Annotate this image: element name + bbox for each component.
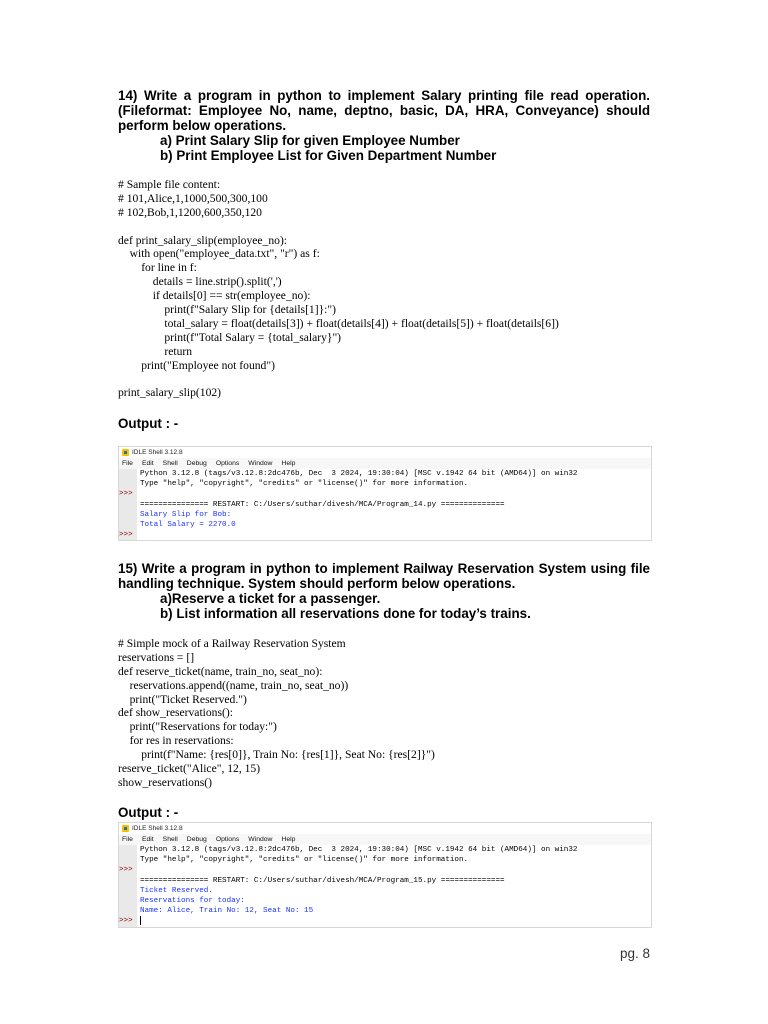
shell-line: Ticket Reserved. xyxy=(140,886,213,895)
shell-line: Python 3.12.8 (tags/v3.12.8:2dc476b, Dec 3 2024, 19:30:04) [MSC v.1942 64 bit (AMD64)] on win32 xyxy=(140,846,578,854)
code-line: total_salary = float(details[3]) + float(details[4]) + float(details[5]) + float(details[6]) xyxy=(118,316,559,330)
code-line: def show_reservations(): xyxy=(118,706,233,720)
prompt-marker xyxy=(119,845,137,855)
question-14 xyxy=(118,88,650,163)
menu-file[interactable]: File xyxy=(122,460,133,467)
shell-prompt-gutter xyxy=(119,845,137,927)
code-line: details = line.strip().split(',') xyxy=(118,275,282,289)
idle-shell-window-14 xyxy=(118,446,652,541)
code-line: reserve_ticket("Alice", 12, 15) xyxy=(118,762,261,776)
code-line xyxy=(118,372,559,386)
code-line: # Simple mock of a Railway Reservation System xyxy=(118,637,346,650)
shell-line: Salary Slip for Bob: xyxy=(140,510,232,519)
menu-edit[interactable]: Edit xyxy=(141,460,154,467)
shell-prompt-gutter xyxy=(119,469,137,540)
code-line: print(f"Name: {res[0]}, Train No: {res[1]}, Seat No: {res[2]}") xyxy=(118,748,435,762)
code-line: return xyxy=(118,344,193,358)
prompt-marker xyxy=(119,510,137,520)
prompt-marker xyxy=(119,886,137,896)
shell-menubar xyxy=(119,834,651,845)
menu-options[interactable]: Options xyxy=(215,836,240,843)
shell-menubar xyxy=(119,458,651,469)
code-line: print(f"Total Salary = {total_salary}") xyxy=(118,330,342,344)
code-line: # 101,Alice,1,1000,500,300,100 xyxy=(118,191,268,205)
menu-help[interactable]: Help xyxy=(281,836,296,843)
shell-line: Reservations for today: xyxy=(140,896,245,905)
python-idle-icon xyxy=(122,825,129,832)
shell-line: Total Salary = 2270.0 xyxy=(140,520,236,529)
code-line: def print_salary_slip(employee_no): xyxy=(118,233,288,247)
prompt-marker xyxy=(119,896,137,906)
menu-debug[interactable]: Debug xyxy=(186,460,207,467)
code-line: show_reservations() xyxy=(118,775,213,789)
text-cursor xyxy=(140,916,141,925)
code-line: reservations.append((name, train_no, seat_no)) xyxy=(118,678,349,692)
shell-line: Name: Alice, Train No: 12, Seat No: 15 xyxy=(140,907,314,916)
menu-edit[interactable]: Edit xyxy=(141,836,154,843)
code-line: def reserve_ticket(name, train_no, seat_no): xyxy=(118,664,323,678)
prompt-marker xyxy=(119,500,137,510)
question-14-part-b: b) Print Employee List for Given Department Number xyxy=(160,148,497,163)
shell-title: IDLE Shell 3.12.8 xyxy=(132,449,183,456)
prompt-marker: >>> xyxy=(119,917,133,926)
shell-line xyxy=(140,530,651,540)
question-15-part-b: b) List information all reservations done for today’s trains. xyxy=(160,606,531,621)
code-line: # Sample file content: xyxy=(118,178,221,191)
shell-line: =============== RESTART: C:/Users/suthar/divesh/MCA/Program_14.py ============== xyxy=(140,500,505,509)
shell-title: IDLE Shell 3.12.8 xyxy=(132,825,183,832)
code-line: for res in reservations: xyxy=(118,734,234,748)
code-line: print(f"Salary Slip for {details[1]}:") xyxy=(118,303,336,317)
prompt-marker: >>> xyxy=(119,490,133,499)
shell-output-area[interactable] xyxy=(137,845,651,927)
page-number: pg. 8 xyxy=(619,946,650,961)
python-idle-icon xyxy=(122,449,129,456)
question-15-part-a: a)Reserve a ticket for a passenger. xyxy=(160,591,381,606)
menu-shell[interactable]: Shell xyxy=(162,836,178,843)
code-line xyxy=(118,220,559,234)
shell-line: Type "help", "copyright", "credits" or "license()" for more information. xyxy=(140,856,469,865)
menu-options[interactable]: Options xyxy=(215,460,240,467)
shell-line: Python 3.12.8 (tags/v3.12.8:2dc476b, Dec 3 2024, 19:30:04) [MSC v.1942 64 bit (AMD64)] on win32 xyxy=(140,470,578,478)
shell-output-area[interactable] xyxy=(137,469,651,540)
prompt-marker xyxy=(119,876,137,886)
menu-shell[interactable]: Shell xyxy=(162,460,178,467)
code-line: # 102,Bob,1,1200,600,350,120 xyxy=(118,205,262,219)
code-line: if details[0] == str(employee_no): xyxy=(118,289,311,303)
code-line: reservations = [] xyxy=(118,650,195,664)
menu-debug[interactable]: Debug xyxy=(186,836,207,843)
shell-titlebar xyxy=(119,823,651,834)
code-line: print_salary_slip(102) xyxy=(118,386,222,400)
shell-line xyxy=(140,865,651,875)
menu-window[interactable]: Window xyxy=(248,460,273,467)
shell-line xyxy=(140,489,651,499)
prompt-marker xyxy=(119,520,137,530)
prompt-marker xyxy=(119,906,137,916)
prompt-marker xyxy=(119,855,137,865)
code-block-15 xyxy=(118,637,435,790)
shell-line xyxy=(140,916,651,926)
question-14-part-a: a) Print Salary Slip for given Employee Number xyxy=(160,133,460,148)
shell-titlebar xyxy=(119,447,651,458)
shell-line: =============== RESTART: C:/Users/suthar/divesh/MCA/Program_15.py ============== xyxy=(140,876,505,885)
code-line: for line in f: xyxy=(118,261,197,275)
menu-file[interactable]: File xyxy=(122,836,133,843)
question-15-heading: 15) Write a program in python to implement Railway Reservation System using file handling technique. System should perform below operations. xyxy=(118,561,650,591)
prompt-marker xyxy=(119,469,137,479)
prompt-marker: >>> xyxy=(119,531,133,540)
output-label-14: Output : - xyxy=(118,416,179,431)
prompt-marker xyxy=(119,479,137,489)
code-line: print("Ticket Reserved.") xyxy=(118,692,247,706)
output-label-15: Output : - xyxy=(118,805,179,820)
question-15 xyxy=(118,561,650,621)
code-line: with open("employee_data.txt", "r") as f: xyxy=(118,247,320,261)
code-line: print("Employee not found") xyxy=(118,358,275,372)
shell-line: Type "help", "copyright", "credits" or "license()" for more information. xyxy=(140,480,469,489)
code-block-14 xyxy=(118,178,559,400)
idle-shell-window-15 xyxy=(118,822,652,928)
code-line: print("Reservations for today:") xyxy=(118,720,277,734)
question-14-heading: 14) Write a program in python to implement Salary printing file read operation. (Fileformat: Employee No, name, deptno, basic, DA, HRA, Conveyance) should perform below operations. xyxy=(118,88,650,133)
menu-help[interactable]: Help xyxy=(281,460,296,467)
prompt-marker: >>> xyxy=(119,866,133,875)
menu-window[interactable]: Window xyxy=(248,836,273,843)
